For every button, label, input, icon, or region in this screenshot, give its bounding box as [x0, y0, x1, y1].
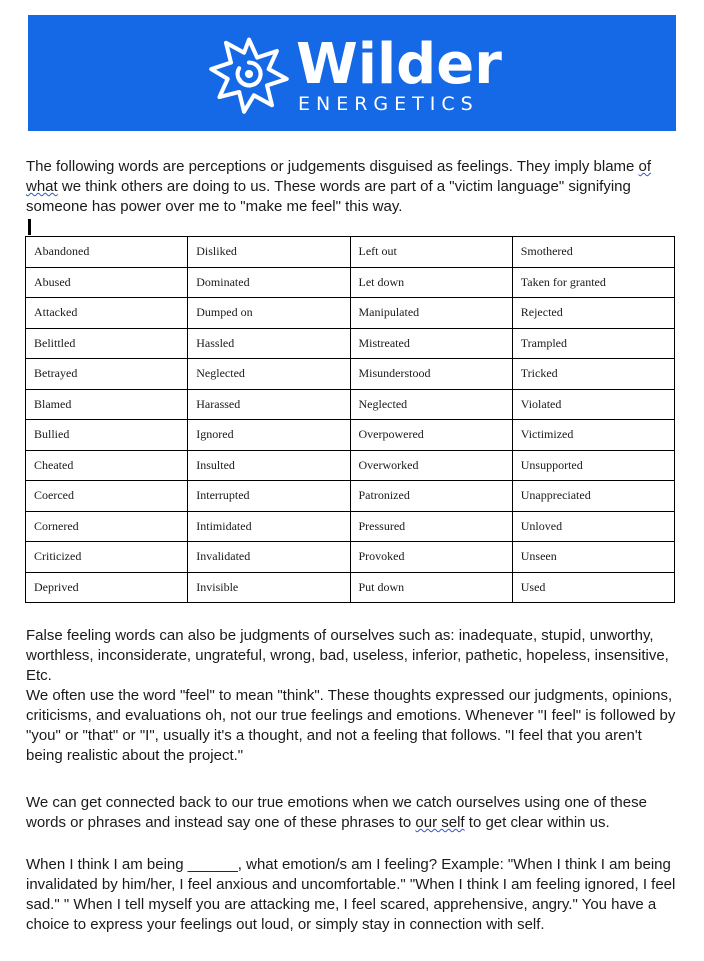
table-cell: Harassed: [188, 389, 350, 420]
table-cell: Neglected: [188, 359, 350, 390]
table-cell: Tricked: [512, 359, 674, 390]
feeling-words-table: [25, 236, 675, 603]
table-row: [26, 359, 675, 390]
table-row: [26, 450, 675, 481]
table-cell: Disliked: [188, 237, 350, 268]
table-row: [26, 237, 675, 268]
feeling-words-table-body: [26, 237, 675, 603]
table-cell: Unsupported: [512, 450, 674, 481]
table-cell: Victimized: [512, 420, 674, 451]
intro-flagged-phrase: of what: [26, 158, 652, 195]
intro-text-end: we think others are doing to us. These words are part of a "victim language" signifying someone has power over me to "make me feel" this way.: [26, 178, 631, 215]
table-cell: Overworked: [350, 450, 512, 481]
table-cell: Overpowered: [350, 420, 512, 451]
table-cell: Hassled: [188, 328, 350, 359]
table-cell: Smothered: [512, 237, 674, 268]
table-cell: Used: [512, 572, 674, 603]
table-cell: Left out: [350, 237, 512, 268]
intro-text-start: The following words are perceptions or judgements disguised as feelings. They imply blame: [26, 158, 639, 175]
table-cell: Violated: [512, 389, 674, 420]
table-cell: Misunderstood: [350, 359, 512, 390]
false-feelings-paragraph: False feeling words can also be judgments of ourselves such as: inadequate, stupid, unworthy, worthless, inconsiderate, ungrateful, wrong, bad, useless, inferior, pathetic, hopeless, insensitive, Etc.: [26, 627, 669, 684]
table-cell: Criticized: [26, 542, 188, 573]
table-row: [26, 481, 675, 512]
table-row: [26, 511, 675, 542]
table-cell: Bullied: [26, 420, 188, 451]
table-cell: Betrayed: [26, 359, 188, 390]
table-cell: Let down: [350, 267, 512, 298]
reconnect-paragraph: [26, 793, 676, 833]
table-row: [26, 328, 675, 359]
table-row: [26, 389, 675, 420]
table-cell: Abandoned: [26, 237, 188, 268]
table-cell: Unloved: [512, 511, 674, 542]
table-cell: Neglected: [350, 389, 512, 420]
logo-subtext: ENERGETICS: [298, 93, 479, 115]
table-row: [26, 298, 675, 329]
reconnect-flagged-phrase: our self: [415, 814, 465, 831]
table-cell: Interrupted: [188, 481, 350, 512]
table-cell: Dominated: [188, 267, 350, 298]
example-paragraph: When I think I am being ______, what emotion/s am I feeling? Example: "When I think I am being invalidated by him/her, I feel anxious and uncomfortable." "When I think I am feeling ignored, I feel sad." " When I tell myself you are attacking me, I feel scared, apprehensive, angry." You have a choice to express your feelings out loud, or simply stay in connection with self.: [26, 856, 676, 933]
table-cell: Abused: [26, 267, 188, 298]
table-cell: Deprived: [26, 572, 188, 603]
table-cell: Coerced: [26, 481, 188, 512]
table-cell: Mistreated: [350, 328, 512, 359]
table-cell: Attacked: [26, 298, 188, 329]
table-cell: Taken for granted: [512, 267, 674, 298]
reconnect-text-start: We can get connected back to our true emotions when we catch ourselves using one of these words or phrases and instead say one of these phrases to: [26, 794, 647, 831]
feel-think-paragraph: We often use the word "feel" to mean "think". These thoughts expressed our judgments, opinions, criticisms, and evaluations oh, not our true feelings and emotions. Whenever "I feel" is followed by "you" or "that" or "I", usually it's a thought, and not a feeling that follows. "I feel that you aren't being realistic about the project.": [26, 687, 676, 764]
table-cell: Intimidated: [188, 511, 350, 542]
table-cell: Ignored: [188, 420, 350, 451]
logo-wordmark: Wilder: [296, 32, 502, 97]
table-cell: Cheated: [26, 450, 188, 481]
table-cell: Provoked: [350, 542, 512, 573]
table-cell: Unappreciated: [512, 481, 674, 512]
reconnect-text-end: to get clear within us.: [464, 814, 610, 831]
table-row: [26, 572, 675, 603]
table-cell: Unseen: [512, 542, 674, 573]
table-row: [26, 267, 675, 298]
table-cell: Invisible: [188, 572, 350, 603]
table-cell: Manipulated: [350, 298, 512, 329]
table-cell: Trampled: [512, 328, 674, 359]
table-row: [26, 420, 675, 451]
table-cell: Blamed: [26, 389, 188, 420]
table-cell: Belittled: [26, 328, 188, 359]
table-cell: Cornered: [26, 511, 188, 542]
table-cell: Rejected: [512, 298, 674, 329]
table-cell: Patronized: [350, 481, 512, 512]
table-cell: Pressured: [350, 511, 512, 542]
table-cell: Insulted: [188, 450, 350, 481]
table-cell: Dumped on: [188, 298, 350, 329]
table-cell: Put down: [350, 572, 512, 603]
text-cursor: [28, 219, 31, 235]
header-banner: [28, 15, 676, 131]
intro-paragraph: [26, 157, 676, 217]
table-cell: Invalidated: [188, 542, 350, 573]
table-row: [26, 542, 675, 573]
star-swirl-icon: [208, 33, 290, 115]
